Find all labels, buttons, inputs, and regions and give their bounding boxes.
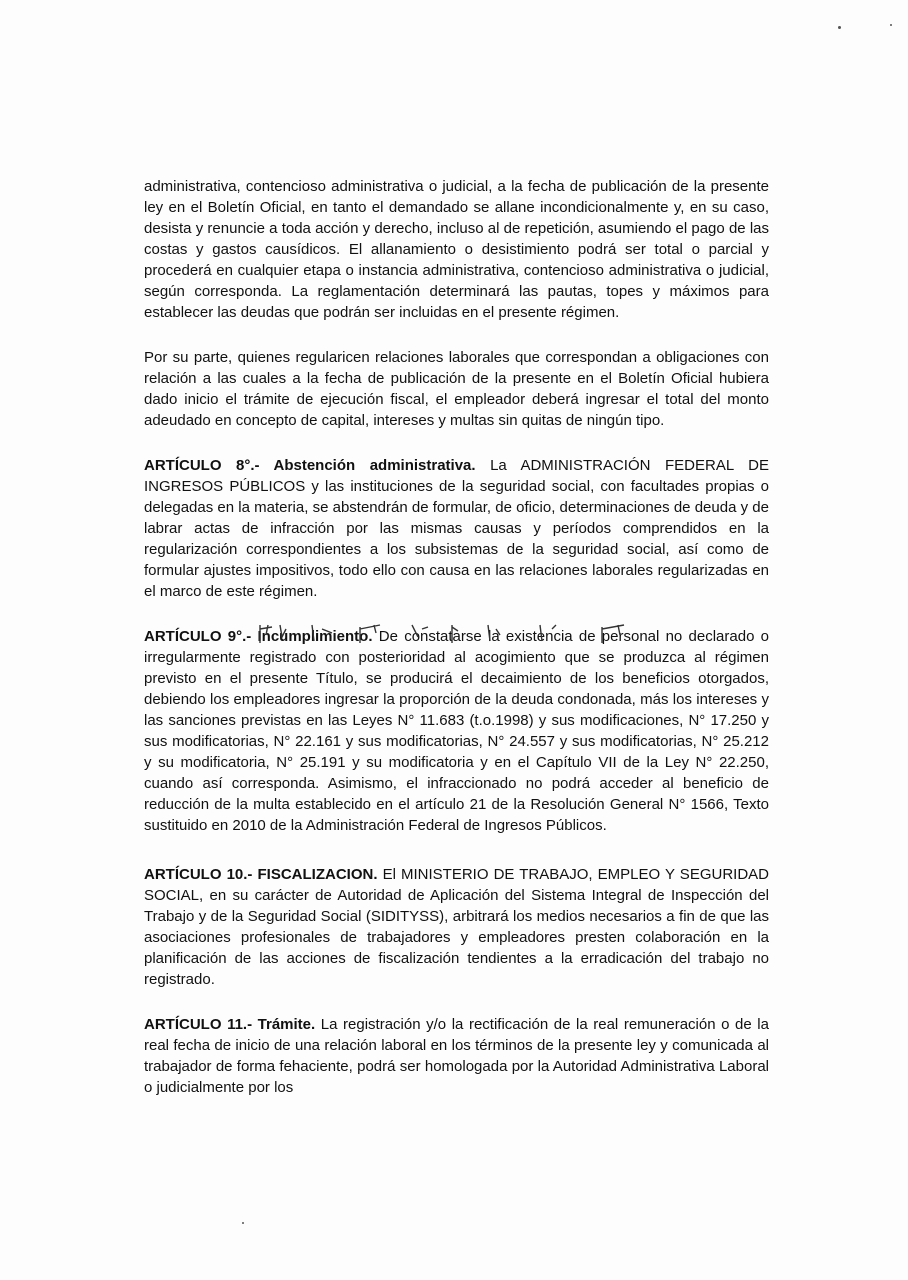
scan-speck-bottom <box>242 1222 244 1224</box>
article-10-body: El MINISTERIO DE TRABAJO, EMPLEO Y SEGURIDAD SOCIAL, en su carácter de Autoridad de Aplicación del Sistema Integral de Inspección del Trabajo y de la Seguridad Social (SIDITYSS), arbitrará los medios necesarios a fin de que las asociaciones profesionales de trabajadores y empleadores presten colaboración en la planificación de las acciones de fiscalización tendientes a la erradicación del trabajo no registrado. <box>144 866 769 988</box>
article-10-heading: ARTÍCULO 10.- FISCALIZACION. <box>144 866 378 883</box>
article-8 <box>144 455 769 602</box>
paragraph-continuation: administrativa, contencioso administrativa o judicial, a la fecha de publicación de la presente ley en el Boletín Oficial, en tanto el demandado se allane incondicionalmente y, en su caso, desista y renuncie a toda acción y derecho, incluso al de repetición, asumiendo el pago de las costas y gastos causídicos. El allanamiento o desistimiento podrá ser total o parcial y procederá en cualquier etapa o instancia administrativa, contencioso administrativa o judicial, según corresponda. La reglamentación determinará las pautas, topes y máximos para establecer las deudas que podrán ser incluidas en el presente régimen. <box>144 178 769 321</box>
article-10 <box>144 864 769 990</box>
document-body <box>144 176 769 1118</box>
article-11-body: La registración y/o la rectificación de la real remuneración o de la real fecha de inicio de una relación laboral en los términos de la presente ley y comunicada al trabajador de forma fehaciente, podrá ser homologada por la Autoridad Administrativa Laboral o judicialmente por los <box>144 1016 769 1096</box>
paragraph-regularization: Por su parte, quienes regularicen relaciones laborales que correspondan a obligaciones con relación a las cuales a la fecha de publicación de la presente en el Boletín Oficial hubiera dado inicio el trámite de ejecución fiscal, el empleador deberá ingresar el total del monto adeudado en concepto de capital, intereses y multas sin quitas de ningún tipo. <box>144 349 769 429</box>
article-11-heading: ARTÍCULO 11.- Trámite. <box>144 1016 316 1033</box>
scan-speck-top-right-1 <box>838 26 841 29</box>
article-8-body: La ADMINISTRACIÓN FEDERAL DE INGRESOS PÚBLICOS y las instituciones de la seguridad social, con facultades propias o delegadas en la materia, se abstendrán de formular, de oficio, determinaciones de deuda y de labrar actas de infracción por las mismas causas y períodos comprendidos en la regularización correspondientes a los subsistemas de la seguridad social, así como de formular ajustes impositivos, todo ello con causa en las relaciones laborales regularizadas en el marco de este régimen. <box>144 457 769 600</box>
article-11 <box>144 1014 769 1098</box>
article-8-heading: ARTÍCULO 8°.- Abstención administrativa. <box>144 457 476 474</box>
article-9-body: De constatarse la existencia de personal no declarado o irregularmente registrado con posterioridad al acogimiento que se produzca al régimen previsto en el presente Título, se producirá el decaimiento de los beneficios otorgados, debiendo los empleadores ingresar la proporción de la deuda condonada, más los intereses y las sanciones previstas en las Leyes N° 11.683 (t.o.1998) y sus modificaciones, N° 17.250 y sus modificatorias, N° 22.161 y sus modificatorias, N° 24.557 y sus modificatorias, N° 25.212 y su modificatoria, N° 25.191 y su modificatoria y en el Capítulo VII de la Ley N° 22.250, cuando así corresponda. Asimismo, el infraccionado no podrá acceder al beneficio de reducción de la multa establecido en el artículo 21 de la Resolución General N° 1566, Texto sustituido en 2010 de la Administración Federal de Ingresos Públicos. <box>144 628 770 834</box>
article-9-heading: ARTÍCULO 9°.- Incumplimiento. <box>144 628 373 645</box>
scan-speck-top-right-2 <box>890 24 892 26</box>
scan-artifact-marks <box>252 623 662 645</box>
article-9 <box>144 626 769 836</box>
